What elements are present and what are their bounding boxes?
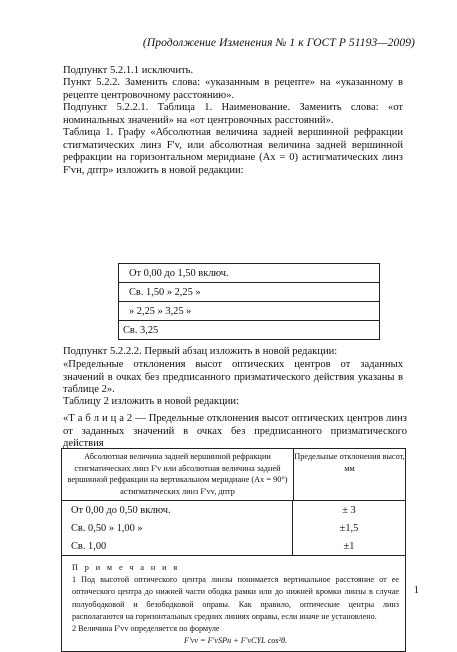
paragraph-table2-intro: Таблицу 2 изложить в новой редакции: <box>63 396 240 407</box>
table-row <box>62 519 405 537</box>
table-cell-range: Св. 1,00 <box>62 537 293 555</box>
table-cell: » 2,25 » 3,25 » <box>119 302 380 321</box>
formula: F'vv = F'vSPн + F'vCYL cos²θ. <box>183 636 288 646</box>
note-1: 1 Под высотой оптического центра линзы понимается вертикальное расстояние от ее оптического центра до нижней части ободка рамки или до нижней кромки линзы в случае полуободковой и безободковой оправы. Как правило, оптические центры линз располагаются на горизонтальных средних линиях оправы, если иначе не установлено. <box>72 575 399 621</box>
table-cell-value: ±1 <box>343 540 355 552</box>
table-row <box>119 321 380 340</box>
table-row <box>119 264 380 283</box>
document-header: (Продолжение Изменения № 1 к ГОСТ Р 51193—2009) <box>142 37 415 49</box>
table-row <box>62 537 405 555</box>
paragraph-5-2-2: Пункт 5.2.2. Заменить слова: «указанным в рецепте» на «указанному в рецепте центровочному расстоянию». <box>63 77 403 101</box>
table-2-caption: «Т а б л и ц а 2 — Предельные отклонения высот оптических центров линз от заданных значений в очках без предписанного призматического действия <box>63 413 407 450</box>
paragraph-quote: «Предельные отклонения высот оптических центров от заданных значений в очках без предписанного призматического действия указаны в таблице 2». <box>63 359 403 396</box>
table-cell-value: ± 3 <box>342 504 356 516</box>
table-1 <box>118 263 380 340</box>
table-row <box>119 283 380 302</box>
table-2 <box>61 448 406 652</box>
table-cell: Св. 3,25 <box>119 321 380 340</box>
page-number: 1 <box>413 585 419 596</box>
notes-title: П р и м е ч а н и я <box>72 563 180 572</box>
paragraph-5-2-2-1: Подпункт 5.2.2.1. Таблица 1. Наименование. Заменить слова: «от номинальных значений» на «от центровочных расстояний». <box>63 102 403 126</box>
paragraph-table1-change: Таблица 1. Графу «Абсолютная величина задней вершинной рефракции стигматических линз F'v, или абсолютная величина задней вершинной рефракции на горизонтальном меридиане (Aх = 0) астигматических линз F'vн, дптр» изложить в новой редакции: <box>63 127 403 176</box>
table-cell: От 0,00 до 1,50 включ. <box>119 264 380 283</box>
table-header <box>62 449 405 501</box>
table-row <box>62 501 405 519</box>
paragraph-5-2-1-1: Подпункт 5.2.1.1 исключить. <box>63 65 194 76</box>
header-cell-deviation: Предельные отклонения высот, мм <box>294 452 405 473</box>
header-cell-refraction: Абсолютная величина задней вершинной рефракции стигматических линз F'v или абсолютная величина задней вершинной рефракции на вертикальном меридиане (Aх = 90°) астигматических линз F'vv, дптр <box>62 449 294 500</box>
table-cell-range: Св. 0,50 » 1,00 » <box>62 519 293 537</box>
table-cell-value: ±1,5 <box>339 522 359 534</box>
table-cell: Св. 1,50 » 2,25 » <box>119 283 380 302</box>
paragraph-5-2-2-2: Подпункт 5.2.2.2. Первый абзац изложить в новой редакции: <box>63 346 338 357</box>
table-row <box>119 302 380 321</box>
table-cell-range: От 0,00 до 0,50 включ. <box>62 501 293 519</box>
table-notes <box>62 555 405 651</box>
note-2: 2 Величина F'vv определяется по формуле <box>72 624 220 634</box>
